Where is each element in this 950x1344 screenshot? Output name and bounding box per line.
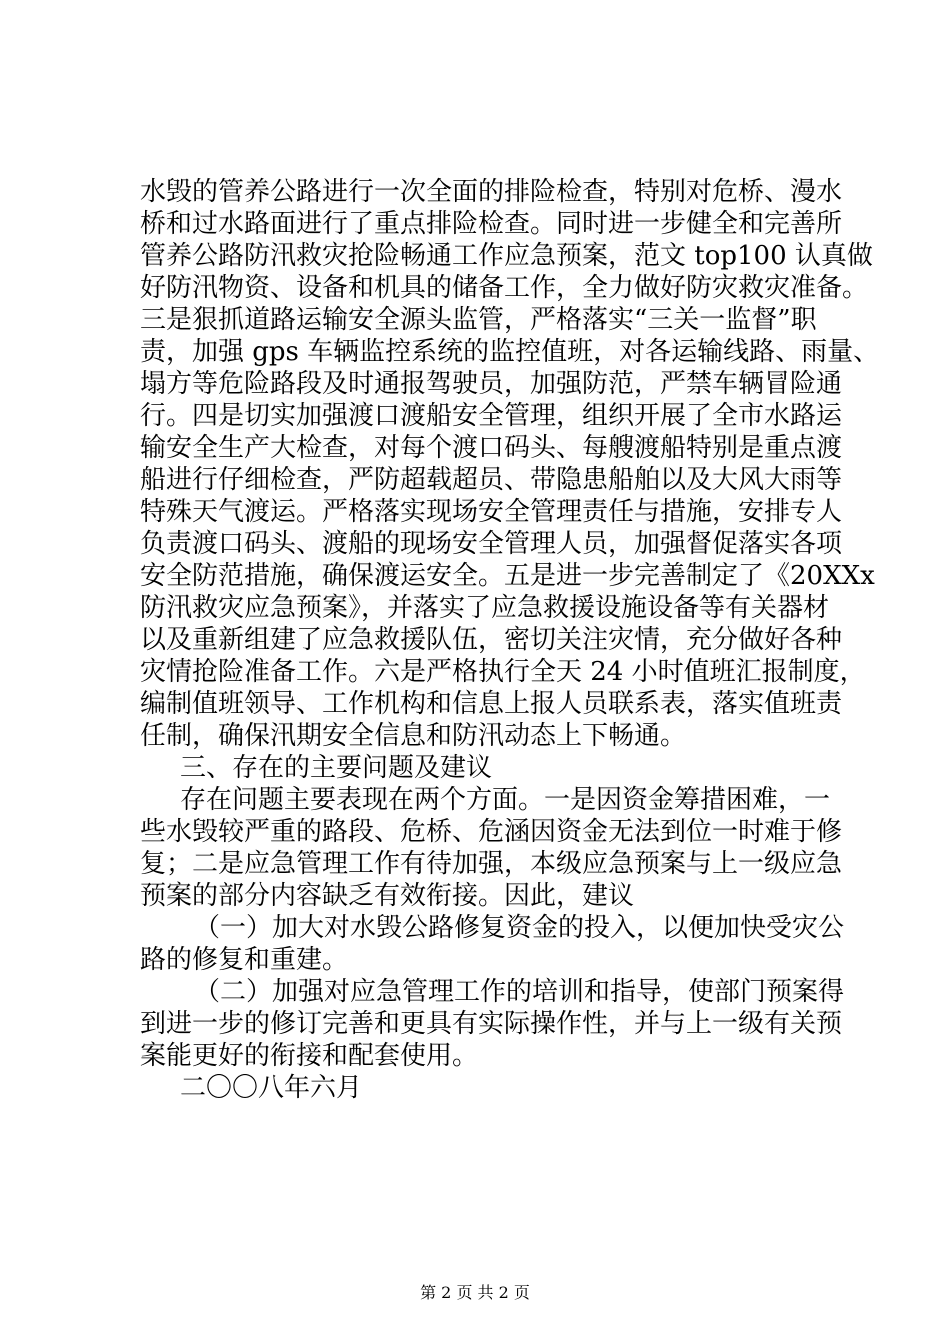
section-heading: 三、存在的主要问题及建议 [180, 753, 493, 783]
text-line: 以及重新组建了应急救援队伍，密切关注灾情，充分做好各种 [140, 625, 843, 655]
text-line: 些水毁较严重的路段、危桥、危涵因资金无法到位一时难于修 [140, 817, 843, 847]
text-line: 任制，确保汛期安全信息和防汛动态上下畅通。 [140, 721, 687, 751]
text-line: 三是狠抓道路运输安全源头监管，严格落实“三关一监督”职 [140, 305, 817, 335]
text-line: 特殊天气渡运。严格落实现场安全管理责任与措施，安排专人 [140, 497, 843, 527]
text-line: 管养公路防汛救灾抢险畅通工作应急预案，范文 top100 认真做 [140, 241, 873, 271]
text-line: 桥和过水路面进行了重点排险检查。同时进一步健全和完善所 [140, 209, 843, 239]
list-item-line: （二）加强对应急管理工作的培训和指导，使部门预案得 [194, 977, 845, 1007]
text-line: 到进一步的修订完善和更具有实际操作性，并与上一级有关预 [140, 1009, 843, 1039]
date-line: 二〇〇八年六月 [180, 1073, 363, 1103]
text-line: 责，加强 gps 车辆监控系统的监控值班，对各运输线路、雨量、 [140, 337, 880, 367]
text-line: 路的修复和重建。 [140, 945, 349, 975]
text-line: 负责渡口码头、渡船的现场安全管理人员，加强督促落实各项 [140, 529, 843, 559]
text-line: 输安全生产大检查，对每个渡口码头、每艘渡船特别是重点渡 [140, 433, 843, 463]
text-line: 塌方等危险路段及时通报驾驶员，加强防范，严禁车辆冒险通 [140, 369, 843, 399]
list-item-line: （一）加大对水毁公路修复资金的投入，以便加快受灾公 [194, 913, 845, 943]
text-line: 案能更好的衔接和配套使用。 [140, 1041, 479, 1071]
text-line: 好防汛物资、设备和机具的储备工作，全力做好防灾救灾准备。 [140, 273, 869, 303]
text-line: 存在问题主要表现在两个方面。一是因资金筹措困难，一 [180, 785, 831, 815]
text-line: 预案的部分内容缺乏有效衔接。因此，建议 [140, 881, 635, 911]
text-line: 复；二是应急管理工作有待加强，本级应急预案与上一级应急 [140, 849, 843, 879]
text-line: 防汛救灾应急预案》，并落实了应急救援设施设备等有关器材 [140, 593, 830, 623]
text-line: 水毁的管养公路进行一次全面的排险检查，特别对危桥、漫水 [140, 177, 843, 207]
text-line: 安全防范措施，确保渡运安全。五是进一步完善制定了《20XXx [140, 561, 875, 591]
body-text [140, 176, 880, 1104]
text-line: 灾情抢险准备工作。六是严格执行全天 24 小时值班汇报制度， [140, 657, 866, 687]
text-line: 船进行仔细检查，严防超载超员、带隐患船舶以及大风大雨等 [140, 465, 843, 495]
page-number-footer: 第 2 页 共 2 页 [420, 1283, 530, 1302]
text-line: 编制值班领导、工作机构和信息上报人员联系表，落实值班责 [140, 689, 843, 719]
text-line: 行。四是切实加强渡口渡船安全管理，组织开展了全市水路运 [140, 401, 843, 431]
